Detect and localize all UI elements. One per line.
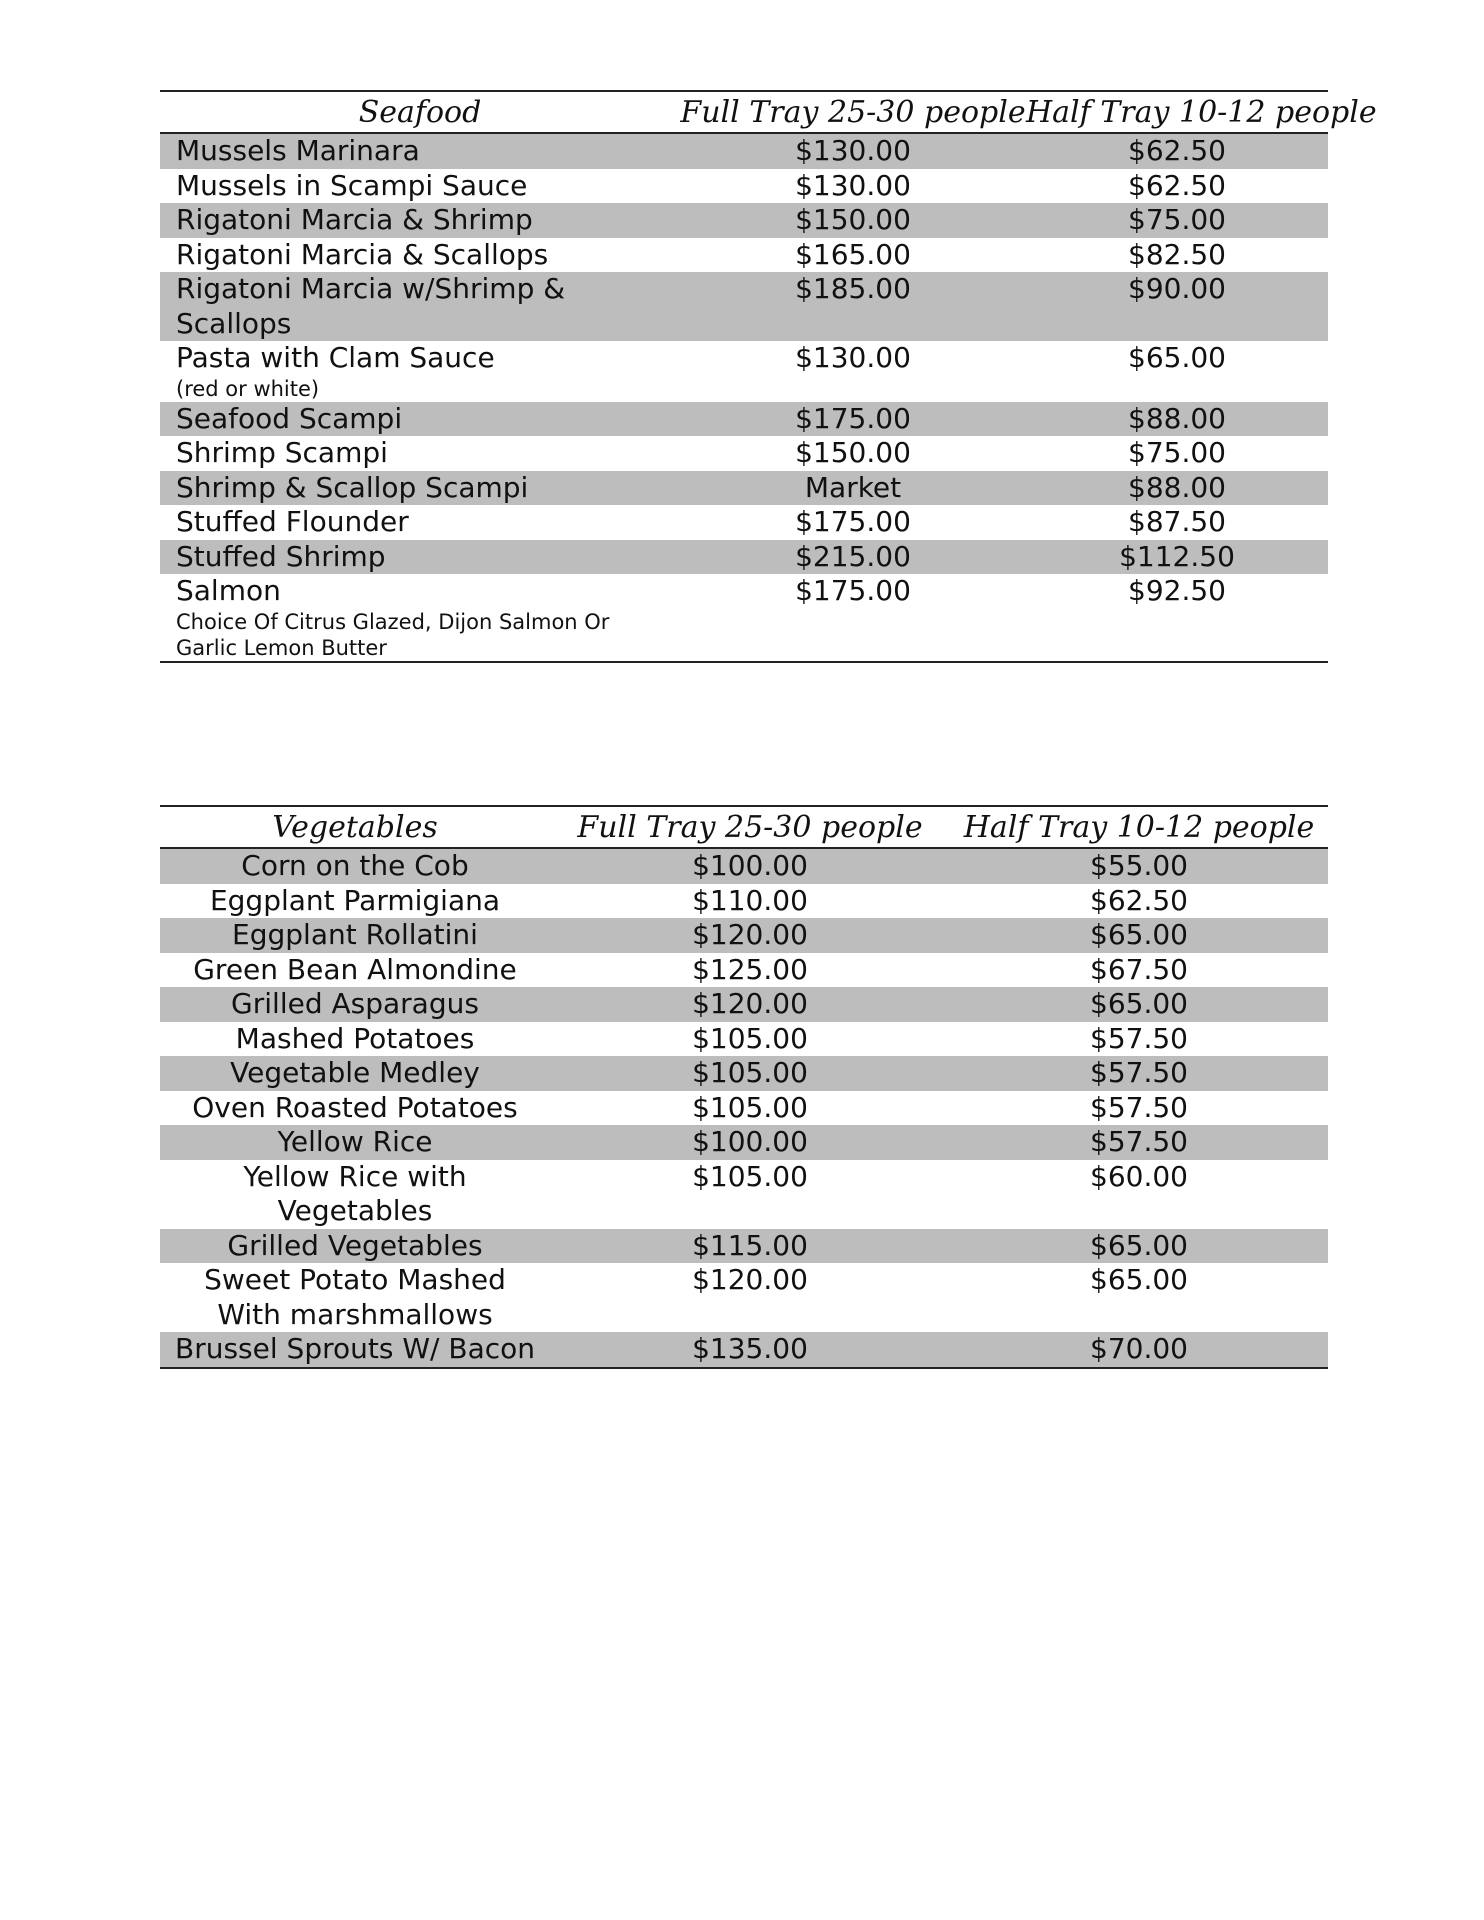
table-row <box>160 471 1328 506</box>
full-tray-price: $110.00 <box>692 883 808 917</box>
half-tray-price: $57.50 <box>1090 1056 1188 1089</box>
item-note: Choice Of Citrus Glazed, Dijon Salmon Or <box>176 609 610 634</box>
item-name-line: Yellow Rice with <box>243 1159 467 1193</box>
table-row <box>160 341 1328 402</box>
half-tray-price: $65.00 <box>1090 918 1188 951</box>
item-note: (red or white) <box>176 376 320 401</box>
half-tray-header: Half Tray 10-12 people <box>963 810 1315 845</box>
full-tray-price: $105.00 <box>692 1056 808 1089</box>
item-name: Brussel Sprouts W/ Bacon <box>175 1332 535 1365</box>
half-tray-price: $88.00 <box>1128 401 1226 435</box>
table-row <box>160 436 1328 471</box>
vegetables-category-header: Vegetables <box>272 810 438 845</box>
item-name-line: With marshmallows <box>217 1297 493 1331</box>
full-tray-price: $130.00 <box>795 134 911 167</box>
full-tray-price: $105.00 <box>692 1021 808 1055</box>
seafood-table <box>160 90 1377 663</box>
table-row <box>160 884 1328 919</box>
full-tray-price: $150.00 <box>795 436 911 469</box>
item-name: Eggplant Rollatini <box>232 918 478 951</box>
table-row <box>160 238 1328 273</box>
item-name-line: Salmon <box>176 574 281 607</box>
item-note: Garlic Lemon Butter <box>176 635 387 660</box>
item-name: Green Bean Almondine <box>193 952 517 986</box>
half-tray-price: $60.00 <box>1090 1159 1188 1193</box>
half-tray-price: $92.50 <box>1128 574 1226 607</box>
full-tray-price: $125.00 <box>692 952 808 986</box>
table-row <box>160 1091 1328 1126</box>
half-tray-price: $55.00 <box>1090 849 1188 882</box>
item-name <box>160 1160 550 1229</box>
table-row <box>160 574 1328 661</box>
item-name: Stuffed Shrimp <box>176 539 386 573</box>
half-tray-price: $112.50 <box>1119 539 1235 573</box>
half-tray-price: $62.50 <box>1090 883 1188 917</box>
full-tray-price: $120.00 <box>692 918 808 951</box>
table-row <box>160 953 1328 988</box>
half-tray-price: $57.50 <box>1090 1021 1188 1055</box>
half-tray-price: $88.00 <box>1128 470 1226 504</box>
table-row <box>160 505 1328 540</box>
vegetables-table <box>160 805 1328 1369</box>
table-row <box>160 540 1328 575</box>
item-name: Corn on the Cob <box>241 849 469 882</box>
half-tray-price: $75.00 <box>1128 203 1226 236</box>
item-name: Grilled Asparagus <box>231 987 479 1020</box>
item-name: Vegetable Medley <box>230 1056 480 1089</box>
item-name-line: Pasta with Clam Sauce <box>176 341 495 374</box>
full-tray-price: $105.00 <box>692 1090 808 1124</box>
item-name: Rigatoni Marcia & Shrimp <box>176 203 533 236</box>
full-tray-price: $130.00 <box>795 341 911 374</box>
table-row <box>160 1332 1328 1367</box>
half-tray-price: $57.50 <box>1090 1090 1188 1124</box>
item-name: Mussels in Scampi Sauce <box>176 168 528 202</box>
full-tray-price: $100.00 <box>692 849 808 882</box>
item-name: Yellow Rice <box>277 1125 433 1158</box>
half-tray-header: Half Tray 10-12 people <box>1026 95 1377 130</box>
seafood-header-row <box>160 92 1377 134</box>
full-tray-price: Market <box>804 470 902 504</box>
half-tray-price: $65.00 <box>1090 987 1188 1020</box>
full-tray-header: Full Tray 25-30 people <box>577 810 923 845</box>
table-row <box>160 918 1328 953</box>
full-tray-price: $120.00 <box>692 1263 808 1296</box>
item-name: Grilled Vegetables <box>227 1228 483 1262</box>
item-name-line: Vegetables <box>277 1194 433 1227</box>
table-row <box>160 1263 1328 1332</box>
item-name <box>160 341 680 402</box>
full-tray-price: $120.00 <box>692 987 808 1020</box>
half-tray-price: $65.00 <box>1128 341 1226 374</box>
full-tray-price: $105.00 <box>692 1159 808 1193</box>
item-name-line: Rigatoni Marcia w/Shrimp & <box>176 272 566 305</box>
full-tray-price: $215.00 <box>795 539 911 573</box>
table-row <box>160 987 1328 1022</box>
half-tray-price: $65.00 <box>1090 1228 1188 1262</box>
full-tray-price: $175.00 <box>795 505 911 538</box>
table-row <box>160 272 1328 341</box>
full-tray-price: $165.00 <box>795 237 911 271</box>
item-name-line: Sweet Potato Mashed <box>204 1263 506 1296</box>
table-row <box>160 1160 1328 1229</box>
half-tray-price: $62.50 <box>1128 168 1226 202</box>
table-row <box>160 1125 1328 1160</box>
vegetables-header-row <box>160 807 1328 849</box>
half-tray-price: $62.50 <box>1128 134 1226 167</box>
full-tray-price: $185.00 <box>795 272 911 305</box>
table-row <box>160 849 1328 884</box>
half-tray-price: $82.50 <box>1128 237 1226 271</box>
item-name: Oven Roasted Potatoes <box>192 1090 518 1124</box>
half-tray-price: $65.00 <box>1090 1263 1188 1296</box>
table-row <box>160 203 1328 238</box>
item-name: Mashed Potatoes <box>235 1021 475 1055</box>
table-row <box>160 134 1328 169</box>
full-tray-price: $135.00 <box>692 1332 808 1365</box>
item-name: Eggplant Parmigiana <box>209 883 501 917</box>
full-tray-header: Full Tray 25-30 people <box>680 95 1026 130</box>
table-row <box>160 402 1328 437</box>
item-name: Shrimp Scampi <box>176 436 388 469</box>
half-tray-price: $90.00 <box>1128 272 1226 305</box>
item-name-line: Scallops <box>176 306 292 340</box>
full-tray-price: $175.00 <box>795 401 911 435</box>
full-tray-price: $130.00 <box>795 168 911 202</box>
half-tray-price: $67.50 <box>1090 952 1188 986</box>
item-name <box>160 1263 550 1332</box>
item-name: Seafood Scampi <box>176 401 403 435</box>
table-row <box>160 1022 1328 1057</box>
full-tray-price: $100.00 <box>692 1125 808 1158</box>
full-tray-price: $150.00 <box>795 203 911 236</box>
item-name: Rigatoni Marcia & Scallops <box>176 237 549 271</box>
item-name: Stuffed Flounder <box>176 505 409 538</box>
half-tray-price: $57.50 <box>1090 1125 1188 1158</box>
item-name <box>160 574 680 661</box>
full-tray-price: $115.00 <box>692 1228 808 1262</box>
table-row <box>160 169 1328 204</box>
table-row <box>160 1056 1328 1091</box>
seafood-category-header: Seafood <box>358 95 482 130</box>
full-tray-price: $175.00 <box>795 574 911 607</box>
half-tray-price: $75.00 <box>1128 436 1226 469</box>
half-tray-price: $70.00 <box>1090 1332 1188 1365</box>
item-name: Mussels Marinara <box>176 134 420 167</box>
item-name <box>160 272 680 341</box>
item-name: Shrimp & Scallop Scampi <box>176 470 529 504</box>
half-tray-price: $87.50 <box>1128 505 1226 538</box>
table-row <box>160 1229 1328 1264</box>
